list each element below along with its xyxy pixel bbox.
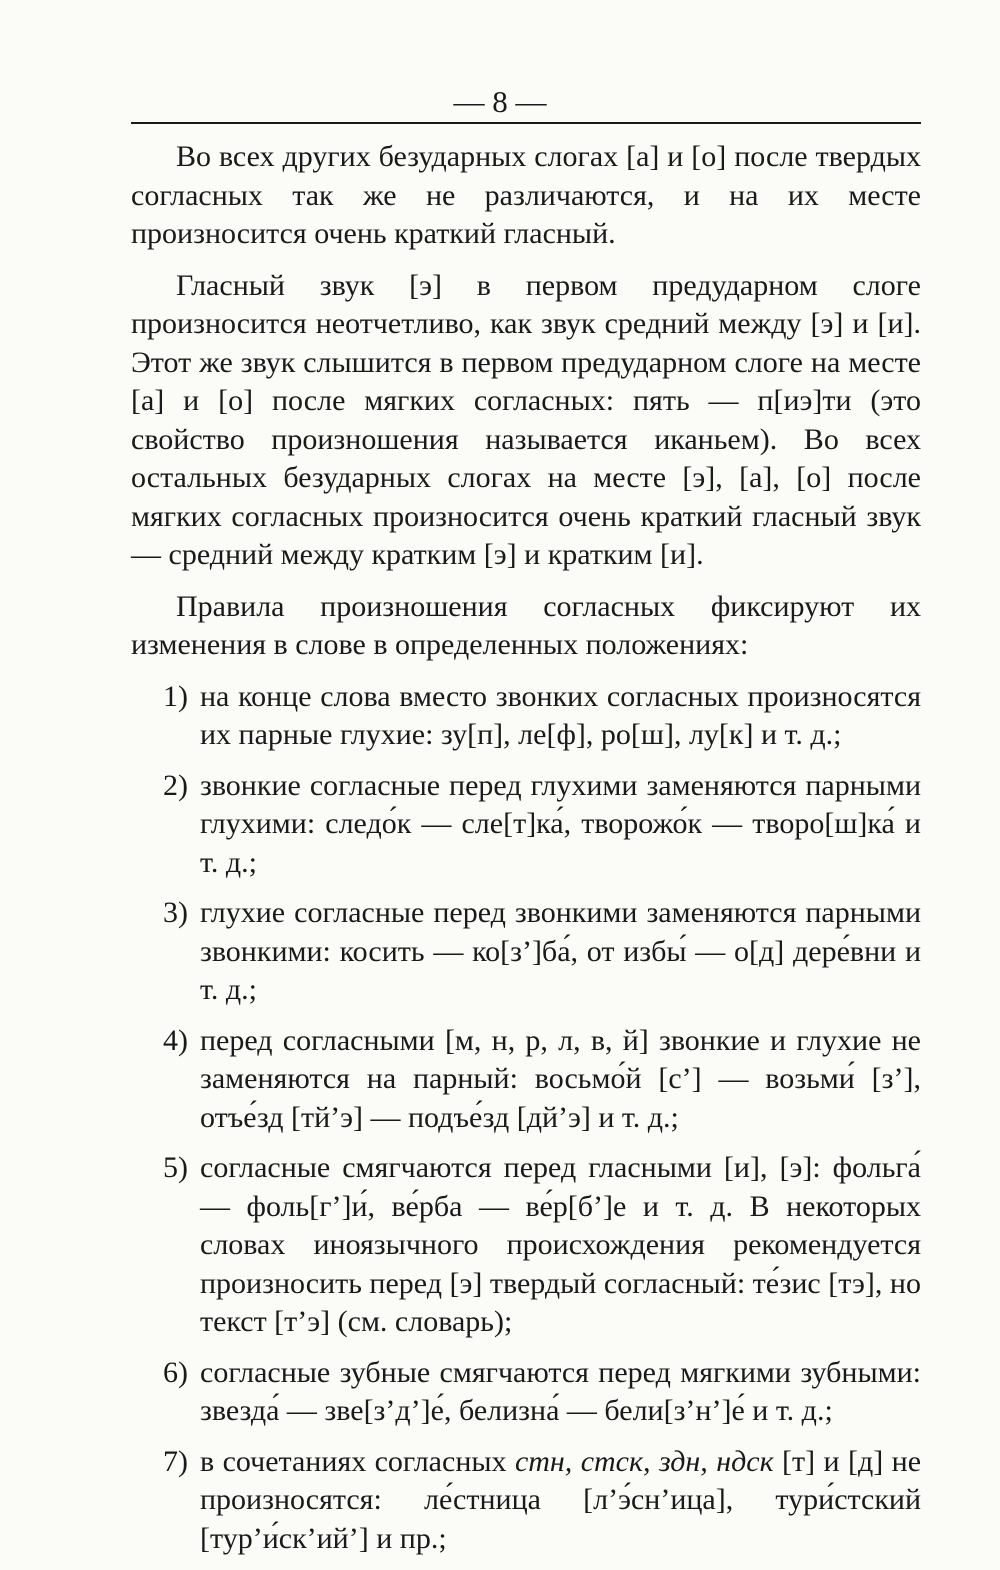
list-item-number: 4)	[163, 1023, 188, 1057]
list-item	[131, 1354, 921, 1431]
list-item-text: перед согласными [м, н, р, л, в, й] звонкие и глухие не заменяются на парный: восьмо́й [с’] — возьми́ [з’], отъе́зд [тй’э] — подъе́зд [дй’э] и т. д.;	[200, 1023, 921, 1134]
list-item-number: 6)	[163, 1355, 188, 1389]
header-rule	[131, 122, 921, 124]
list-item	[131, 678, 921, 755]
list-item	[131, 1022, 921, 1138]
list-item-text	[200, 1443, 921, 1559]
list-item-text: согласные зубные смягчаются перед мягкими зубными: звезда́ — зве[з’д’]е́, белизна́ — бели[з’н’]е́ и т. д.;	[200, 1355, 921, 1427]
list-item-number: 7)	[163, 1444, 188, 1478]
paragraph-3: Правила произношения согласных фиксируют их изменения в слове в определенных положениях:	[131, 589, 921, 661]
list-item-number: 3)	[163, 896, 188, 929]
paragraph-2: Гласный звук [э] в первом предударном слоге произносится неотчетливо, как звук средний между [э] и [и]. Этот же звук слышится в первом предударном слоге на месте [а] и [о] после мягких согласных: пять — п[иэ]ти (это свойство произношения называется иканьем). Во всех остальных безударных слогах на месте [э], [а], [о] после мягких согласных произносится очень краткий гласный звук — средний между кратким [э] и кратким [и].	[131, 268, 921, 571]
list-item-text: на конце слова вместо звонких согласных произносятся их парные глухие: зу[п], ле[ф], ро[ш], лу[к] и т. д.;	[200, 679, 921, 751]
list-item-text: согласные смягчаются перед гласными [и], [э]: фольга́ — фоль[г’]и́, ве́рба — ве́р[б’]е и т. д. В некоторых словах иноязычного происхождения рекомендуется произносить перед [э] твердый согласный: те́зис [тэ], но текст [т’э] (см. словарь);	[200, 1151, 921, 1338]
paragraph-1: Во всех других безударных слогах [а] и [о] после твердых согласных так же не различаются, и на их месте произносится очень краткий гласный.	[131, 140, 921, 250]
list-item-number: 2)	[163, 768, 188, 802]
list-item	[131, 1443, 921, 1559]
list-item-number: 1)	[163, 679, 188, 713]
list-item-text-after: [т] и [д] не произносятся: ле́стница [л’э́сн’ица], тури́стский [тур’и́ск’ий’] и пр.;	[200, 1444, 922, 1555]
list-item	[131, 767, 921, 883]
list-item	[131, 894, 921, 1010]
page-body	[131, 138, 921, 1570]
page-number: — 8 —	[453, 84, 547, 119]
list-item-text: звонкие согласные перед глухими заменяются парными глухими: следо́к — сле[т]ка́, творожо́к — творо[ш]ка́ и т. д.;	[200, 768, 921, 879]
list-item-number: 5)	[163, 1151, 188, 1184]
letter-combinations-italic: стн, стск, здн, ндск	[514, 1444, 774, 1478]
list-item-text: глухие согласные перед звонкими заменяются парными звонкими: косить — ко[з’]ба́, от избы́ — о[д] дере́вни и т. д.;	[200, 896, 921, 1006]
list-item-text-before: в сочетаниях согласных	[200, 1444, 515, 1478]
list-item	[131, 1149, 921, 1342]
rules-list	[131, 678, 921, 1559]
